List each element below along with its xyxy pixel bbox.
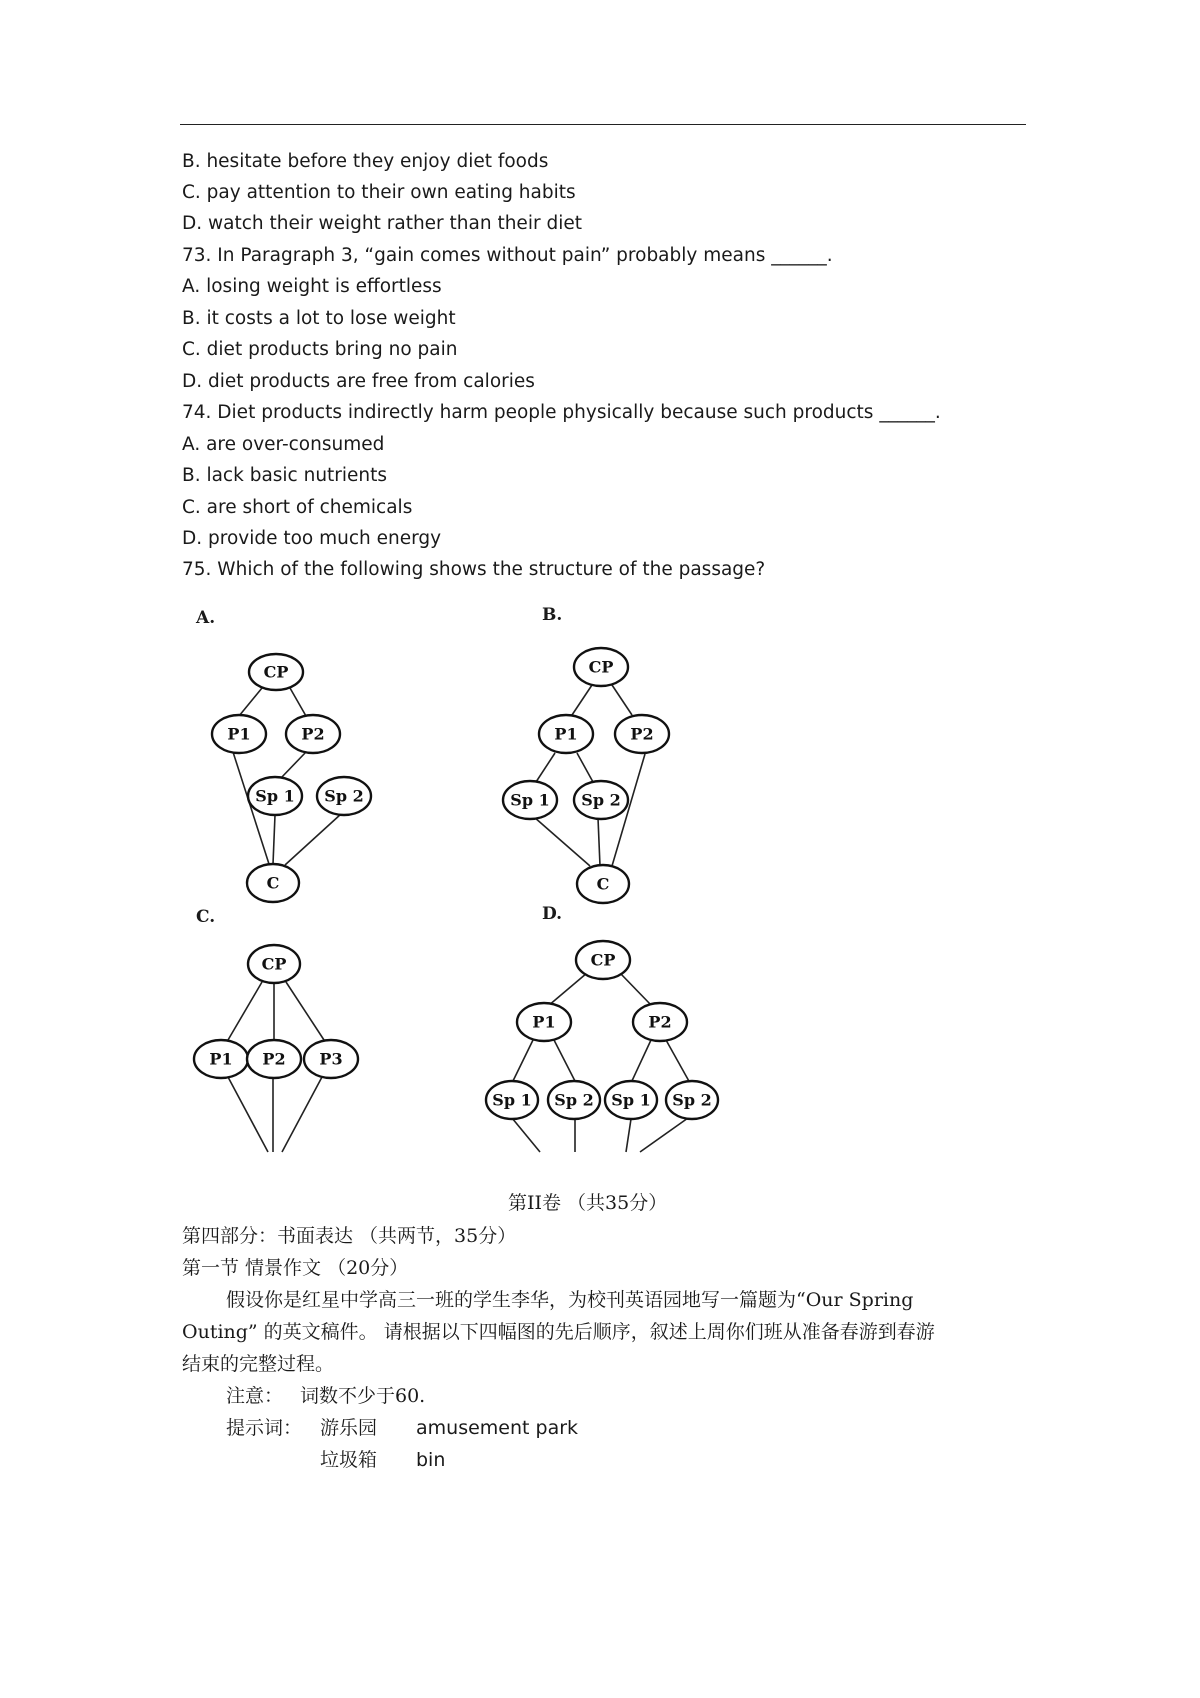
node-label: P1 [554, 724, 578, 744]
edge [640, 1118, 688, 1152]
node-label: P1 [227, 724, 251, 744]
diagram-d-label: D. [542, 904, 563, 924]
edge [554, 1040, 576, 1083]
edge [666, 1040, 690, 1083]
edge [626, 1119, 631, 1152]
diagram-d-node-cp [576, 941, 630, 979]
q74-option-d: D. provide too much energy [182, 528, 442, 549]
node-label: Sp 2 [581, 790, 621, 810]
q73-option-b: B. it costs a lot to lose weight [182, 308, 456, 329]
q72-option-c: C. pay attention to their own eating habits [182, 182, 576, 203]
q72-option-d: D. watch their weight rather than their diet [182, 213, 582, 234]
note-label: 注意： [226, 1385, 284, 1407]
volume-title: 第II卷 （共35分） [508, 1192, 668, 1214]
hint-word-cn: 垃圾箱 [320, 1449, 378, 1471]
node-label: C [596, 874, 610, 894]
diagram-d-node-sp2-right [666, 1081, 718, 1119]
q74-option-c: C. are short of chemicals [182, 497, 413, 518]
prompt-line-1: 假设你是红星中学高三一班的学生李华，为校刊英语园地写一篇题为“Our Spring [226, 1289, 914, 1311]
diagram-d-node-p2 [633, 1003, 687, 1041]
diagram-d-node-sp1-right [605, 1081, 657, 1119]
diagram-d-node-sp2-left [548, 1081, 600, 1119]
node-label: P2 [301, 724, 325, 744]
diagram-b-label: B. [542, 605, 563, 625]
node-label: P3 [319, 1049, 343, 1069]
prompt-line-2: Outing” 的英文稿件。 请根据以下四幅图的先后顺序，叙述上周你们班从准备春游到春游 [182, 1321, 935, 1343]
node-label: Sp 1 [492, 1090, 532, 1110]
node-label: Sp 2 [554, 1090, 594, 1110]
node-label: Sp 2 [324, 786, 364, 806]
node-label: P1 [209, 1049, 233, 1069]
diagram-c-label: C. [196, 907, 216, 927]
node-label: P2 [262, 1049, 286, 1069]
diagram-d-edges [512, 973, 690, 1152]
hint-word-en: amusement park [416, 1417, 579, 1439]
diagram-d-node-sp1-left [486, 1081, 538, 1119]
edge [548, 973, 587, 1006]
edge [512, 1040, 533, 1083]
node-label: Sp 2 [672, 1090, 712, 1110]
q74-stem: 74. Diet products indirectly harm people physically because such products ______. [182, 402, 941, 423]
q73-option-d: D. diet products are free from calories [182, 371, 535, 392]
node-label: CP [588, 657, 614, 677]
section1-title: 第一节 情景作文 （20分） [182, 1257, 409, 1279]
diagram-a-label: A. [196, 608, 216, 628]
q75-stem: 75. Which of the following shows the structure of the passage? [182, 559, 766, 580]
note-text: 词数不少于60. [300, 1385, 426, 1407]
node-label: P1 [532, 1012, 556, 1032]
node-label: Sp 1 [510, 790, 550, 810]
node-label: CP [590, 950, 616, 970]
hint-label: 提示词： [226, 1417, 303, 1439]
q73-option-c: C. diet products bring no pain [182, 339, 458, 360]
node-label: CP [261, 954, 287, 974]
edge [620, 973, 652, 1006]
q74-option-a: A. are over-consumed [182, 434, 385, 455]
node-label: C [266, 873, 280, 893]
hint-word-en: bin [416, 1449, 446, 1471]
node-label: Sp 1 [255, 786, 295, 806]
section4-title: 第四部分：书面表达 （共两节，35分） [182, 1225, 517, 1247]
node-label: P2 [648, 1012, 672, 1032]
node-label: CP [263, 662, 289, 682]
q73-stem: 73. In Paragraph 3, “gain comes without pain” probably means ______. [182, 245, 833, 266]
q74-option-b: B. lack basic nutrients [182, 465, 388, 486]
node-label: P2 [630, 724, 654, 744]
q73-option-a: A. losing weight is effortless [182, 276, 442, 297]
edge [631, 1040, 651, 1083]
diagram-d-node-p1 [517, 1003, 571, 1041]
hint-word-cn: 游乐园 [320, 1417, 378, 1439]
prompt-line-3: 结束的完整过程。 [182, 1353, 335, 1375]
edge [512, 1118, 540, 1152]
q72-option-b: B. hesitate before they enjoy diet foods [182, 151, 549, 172]
node-label: Sp 1 [611, 1090, 651, 1110]
